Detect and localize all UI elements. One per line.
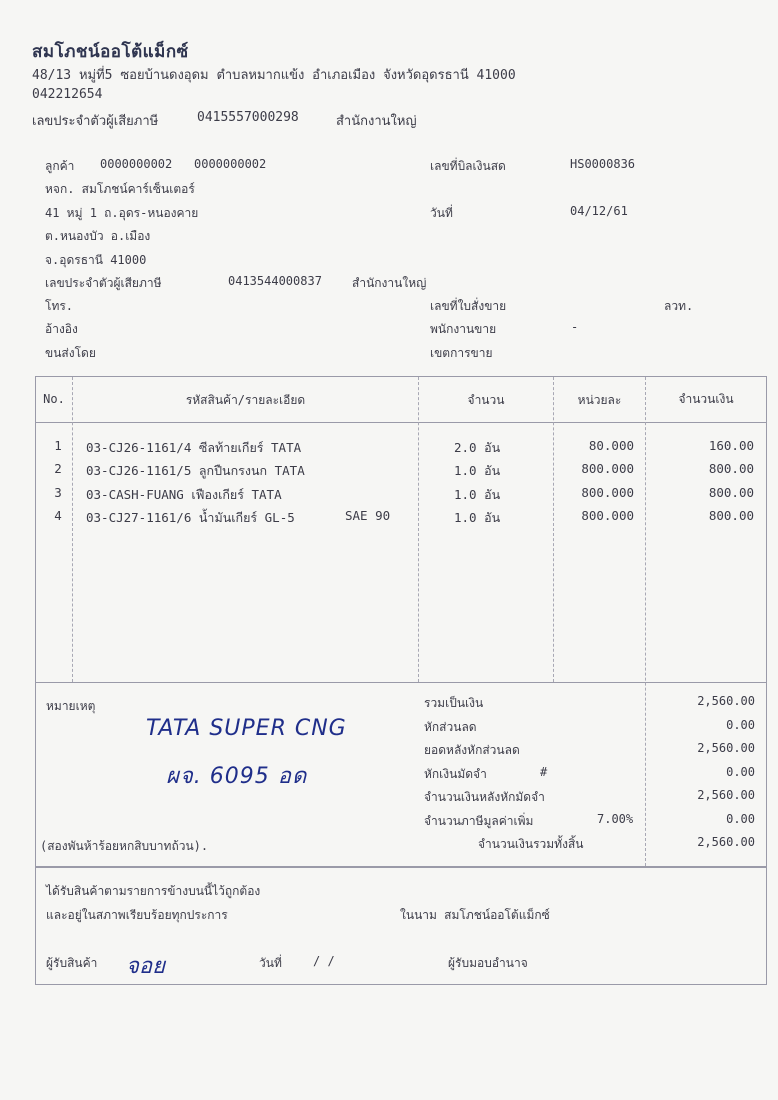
table-row (36, 461, 765, 479)
customer-address-1: 41 หมู่ 1 ถ.อุดร-หนองคาย (45, 206, 199, 220)
summary-label-after-deposit: จำนวนเงินหลังหักมัดจำ (424, 790, 545, 804)
salesperson-value: - (571, 320, 579, 334)
row-description: 03-CJ26-1161/5 ลูกปืนกรงนก TATA (86, 463, 305, 478)
row-amount: 800.00 (708, 461, 754, 476)
row-amount: 800.00 (708, 485, 754, 500)
row-no: 3 (54, 485, 62, 500)
row-no: 1 (54, 438, 62, 453)
summary-value-vat: 0.00 (726, 812, 755, 826)
bill-no-label: เลขที่บิลเงินสด (430, 159, 506, 173)
company-name: สมโภชน์ออโต้แม็กซ์ (32, 42, 189, 62)
col-divider-no (72, 377, 73, 682)
bill-date-label: วันที่ (430, 206, 453, 220)
company-phone: 042212654 (32, 87, 103, 102)
summary-label-grand-total: จำนวนเงินรวมทั้งสิ้น (478, 837, 584, 851)
receiver-label: ผู้รับสินค้า (46, 956, 98, 970)
summary-label-vat: จำนวนภาษีมูลค่าเพิ่ม (424, 814, 534, 828)
row-amount: 160.00 (708, 438, 754, 453)
summary-value-subtotal: 2,560.00 (697, 694, 755, 708)
row-unit-price: 800.000 (581, 508, 634, 523)
summary-label-subtotal: รวมเป็นเงิน (424, 696, 484, 710)
bill-no: HS0000836 (570, 157, 636, 171)
customer-name: หจก. สมโภชน์คาร์เซ็นเตอร์ (45, 182, 195, 196)
sales-order-label: เลขที่ใบสั่งขาย (430, 299, 507, 313)
row-extra: SAE 90 (345, 508, 391, 523)
row-description: 03-CJ26-1161/4 ซีลท้ายเกียร์ TATA (86, 440, 302, 455)
summary-extra-vat-rate: 7.00% (597, 812, 634, 826)
row-quantity: 1.0 อัน (454, 463, 501, 478)
receive-date-blank: / / (313, 954, 335, 968)
received-text-1: ได้รับสินค้าตามรายการข้างบนนี้ไว้ถูกต้อง (46, 884, 261, 898)
bill-date: 04/12/61 (570, 204, 628, 218)
table-header-divider (35, 422, 766, 423)
sales-zone-label: เขตการขาย (430, 346, 493, 360)
authorized-label: ผู้รับมอบอำนาจ (448, 956, 528, 970)
summary-label-after-discount: ยอดหลังหักส่วนลด (424, 743, 520, 757)
summary-value-deposit: 0.00 (726, 765, 755, 779)
col-divider-qty (553, 377, 554, 682)
row-unit-price: 800.000 (581, 485, 634, 500)
row-amount: 800.00 (708, 508, 754, 523)
handwritten-note-plate: ผจ. 6095 อด (166, 764, 308, 789)
table-body-divider (35, 682, 766, 683)
customer-address-3: จ.อุดรธานี 41000 (45, 253, 147, 267)
header-amount: จำนวนเงิน (678, 392, 734, 406)
col-divider-desc (418, 377, 419, 682)
receive-date-label: วันที่ (259, 956, 282, 970)
customer-ref-label: อ้างอิง (45, 322, 78, 336)
header-unit-price: หน่วยละ (577, 393, 622, 407)
summary-value-discount: 0.00 (726, 718, 755, 732)
remark-label: หมายเหตุ (46, 699, 96, 713)
row-quantity: 1.0 อัน (454, 510, 501, 525)
header-quantity: จำนวน (467, 393, 505, 407)
customer-code2: 0000000002 (194, 157, 267, 171)
customer-ship-label: ขนส่งโดย (45, 346, 96, 360)
row-unit-price: 800.000 (581, 461, 634, 476)
receiver-signature: จอย (126, 954, 165, 979)
amount-in-words: (สองพันห้าร้อยหกสิบบาทถ้วน). (40, 839, 209, 853)
company-tax-id: 0415557000298 (197, 110, 299, 125)
summary-value-grand-total: 2,560.00 (697, 835, 755, 849)
summary-value-after-discount: 2,560.00 (697, 741, 755, 755)
row-no: 2 (54, 461, 62, 476)
summary-extra-deposit: # (540, 765, 548, 779)
header-no: No. (43, 392, 65, 406)
customer-tax-id: 0413544000837 (228, 274, 322, 288)
company-tax-label: เลขประจำตัวผู้เสียภาษี (32, 114, 159, 129)
salesperson-label: พนักงานขาย (430, 322, 497, 336)
table-row (36, 438, 765, 456)
customer-branch: สำนักงานใหญ่ (352, 276, 427, 290)
company-address: 48/13 หมู่ที่5 ซอยบ้านดงอุดม ตำบลหมากแข้ง อำเภอเมือง จังหวัดอุดรธานี 41000 (32, 68, 516, 83)
row-description: 03-CASH-FUANG เฟืองเกียร์ TATA (86, 487, 282, 502)
customer-address-2: ต.หนองบัว อ.เมือง (45, 229, 151, 243)
summary-label-deposit: หักเงินมัดจำ (424, 767, 487, 781)
company-branch: สำนักงานใหญ่ (336, 114, 417, 129)
summary-label-discount: หักส่วนลด (424, 720, 477, 734)
handwritten-note-model: TATA SUPER CNG (146, 716, 347, 741)
row-quantity: 2.0 อัน (454, 440, 501, 455)
sales-order-value: ลวท. (664, 299, 694, 313)
row-quantity: 1.0 อัน (454, 487, 501, 502)
customer-label: ลูกค้า (45, 159, 75, 173)
on-behalf-of: ในนาม สมโภชน์ออโต้แม็กซ์ (400, 908, 550, 922)
row-no: 4 (54, 508, 62, 523)
customer-code1: 0000000002 (100, 157, 173, 171)
customer-phone-label: โทร. (45, 299, 74, 313)
row-description: 03-CJ27-1161/6 น้ำมันเกียร์ GL-5 (86, 510, 295, 525)
table-row (36, 485, 765, 503)
table-row (36, 508, 765, 526)
row-unit-price: 80.000 (588, 438, 634, 453)
received-text-2: และอยู่ในสภาพเรียบร้อยทุกประการ (46, 908, 228, 922)
summary-value-after-deposit: 2,560.00 (697, 788, 755, 802)
header-description: รหัสสินค้า/รายละเอียด (185, 393, 306, 407)
customer-tax-label: เลขประจำตัวผู้เสียภาษี (45, 276, 162, 290)
